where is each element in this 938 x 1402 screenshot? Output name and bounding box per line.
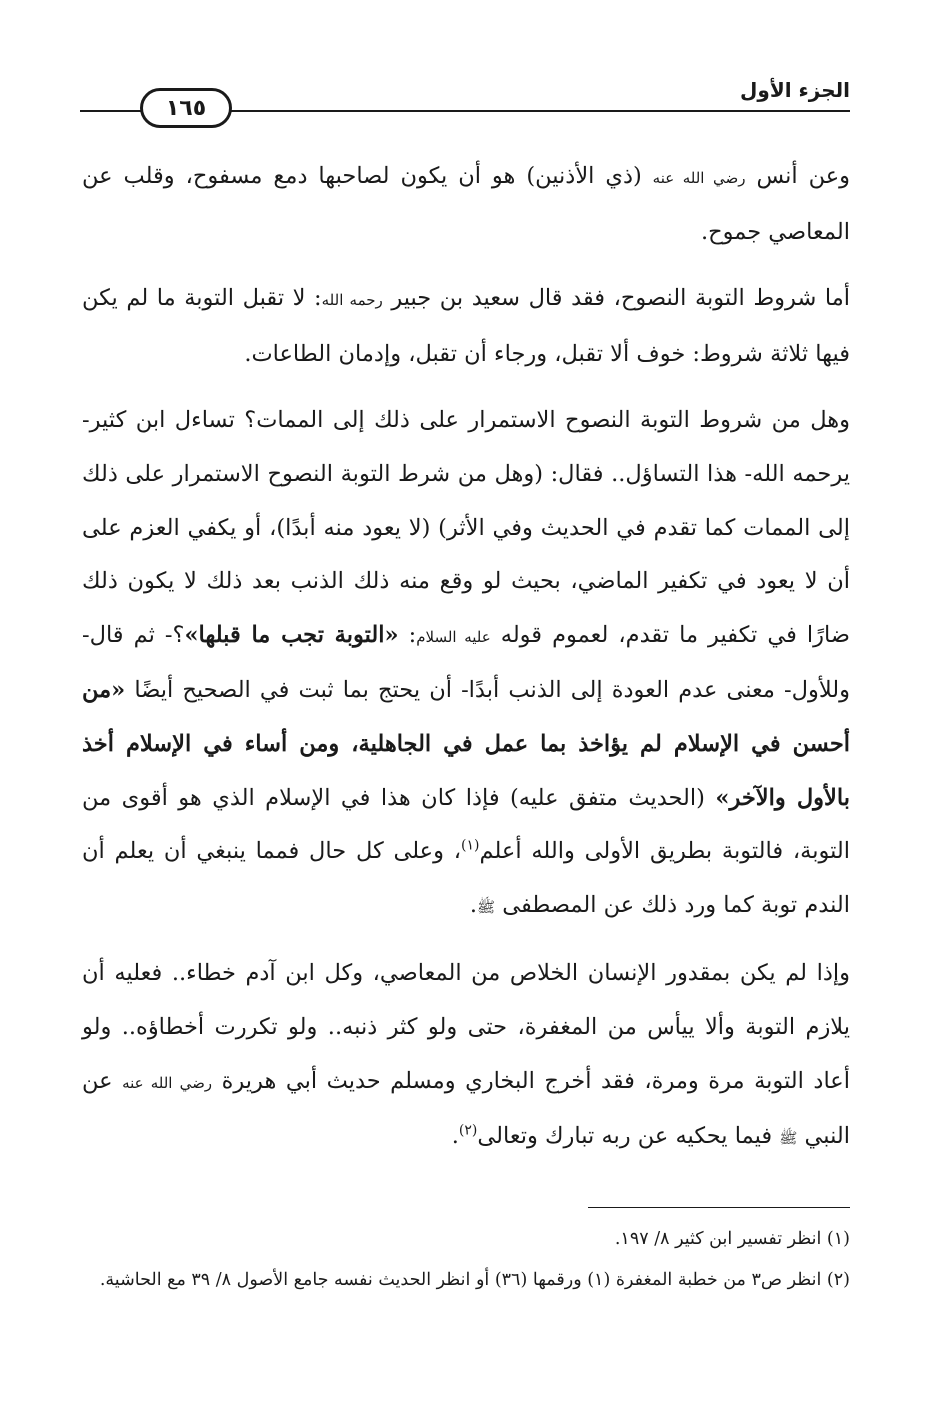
footnote-ref-2[interactable]: (٢) [458, 1122, 478, 1139]
volume-title: الجزء الأول [740, 78, 850, 102]
paragraph-2 [82, 272, 850, 381]
footnotes [82, 1222, 850, 1303]
footnote-rule [588, 1207, 850, 1208]
page-number: ١٦٥ [140, 88, 232, 128]
footnote-ref-1[interactable]: (١) [461, 837, 480, 854]
footnote-2: (٢) انظر ص٣ من خطبة المغفرة (١) ورقمها (٣٦) أو انظر الحديث نفسه جامع الأصول ٨/ ٣٩ مع الحاشية. [99, 1269, 850, 1290]
honorific-radiallahu-anhu: رضي الله عنه [652, 169, 746, 187]
honorific-radiallahu-anhu: رضي الله عنه [122, 1073, 213, 1092]
text-run: وهل من شروط التوبة النصوح الاستمرار على ذلك إلى الممات؟ تساءل ابن كثير- يرحمه الله- هذا التساؤل.. فقال: (وهل من شرط التوبة النصوح الاستمرار على ذلك إلى الممات كما تقدم في الحديث وفي الأثر) (لا يعود منه أبدًا)، أو يكفي العزم على أن لا يعود في تكفير الماضي، بحيث لو وقع منه ذلك الذنب بعد ذلك لا يكون ذلك ضارًا في تكفير ما تقدم، لعموم قوله [82, 407, 850, 648]
text-run: وإذا لم يكن بمقدور الإنسان الخلاص من المعاصي، وكل ابن آدم خطاء.. فعليه أن يلازم التوبة وألا ييأس من المغفرة، حتى ولو كثر ذنبه.. ولو تكررت أخطاؤه.. ولو أعاد التوبة مرة ومرة، فقد أخرج البخاري ومسلم حديث أبي هريرة [82, 960, 850, 1094]
main-text [82, 150, 850, 1179]
paragraph-1 [82, 150, 850, 259]
footnote-1: (١) انظر تفسير ابن كثير ٨/ ١٩٧. [614, 1229, 850, 1249]
text-run: وعن أنس [745, 163, 850, 189]
text-run: (ذي الأذنين) هو أن يكون لصاحبها دمع مسفوح، وقلب عن المعاصي جموح. [82, 163, 850, 245]
page-header [80, 72, 850, 132]
hadith-quote: «من أحسن في الإسلام لم يؤاخذ بما عمل في الجاهلية، ومن أساء في الإسلام أخذ بالأول والآخر» [82, 677, 851, 811]
text-run: : لا تقبل التوبة ما لم يكن فيها ثلاثة شروط: خوف ألا تقبل، ورجاء أن تقبل، وإدمان الطاعات. [82, 285, 850, 367]
honorific-rahimahullah: رحمه الله [321, 291, 383, 310]
text-run: : [398, 621, 417, 648]
paragraph-3 [82, 394, 850, 934]
text-run: ، وعلى كل حال فمما ينبغي أن يعلم أن الندم توبة كما ورد ذلك عن المصطفى [82, 838, 850, 918]
paragraph-4 [82, 947, 850, 1165]
text-run: . [451, 1123, 459, 1150]
honorific-alayhis-salam: عليه السلام [416, 627, 491, 646]
text-run: عن النبي [82, 1067, 850, 1150]
text-run: فيما يحكيه عن ربه تبارك وتعالى [477, 1123, 780, 1150]
honorific-salla-allahu: ﷺ [779, 1129, 798, 1148]
text-run: ؟- ثم قال- وللأول- معنى عدم العودة إلى الذنب أبدًا- أن يحتج بما ثبت في الصحيح أيضًا [82, 621, 850, 704]
text-run: . [469, 891, 478, 918]
text-run: أما شروط التوبة النصوح، فقد قال سعيد بن جبير [382, 285, 851, 312]
honorific-salla-allahu: ﷺ [477, 897, 496, 916]
hadith-quote: «التوبة تجب ما قبلها» [184, 621, 399, 648]
text-run: (الحديث متفق عليه) فإذا كان هذا في الإسلام الذي هو أقوى من التوبة، فالتوبة بطريق الأولى والله أعلم [82, 784, 850, 865]
